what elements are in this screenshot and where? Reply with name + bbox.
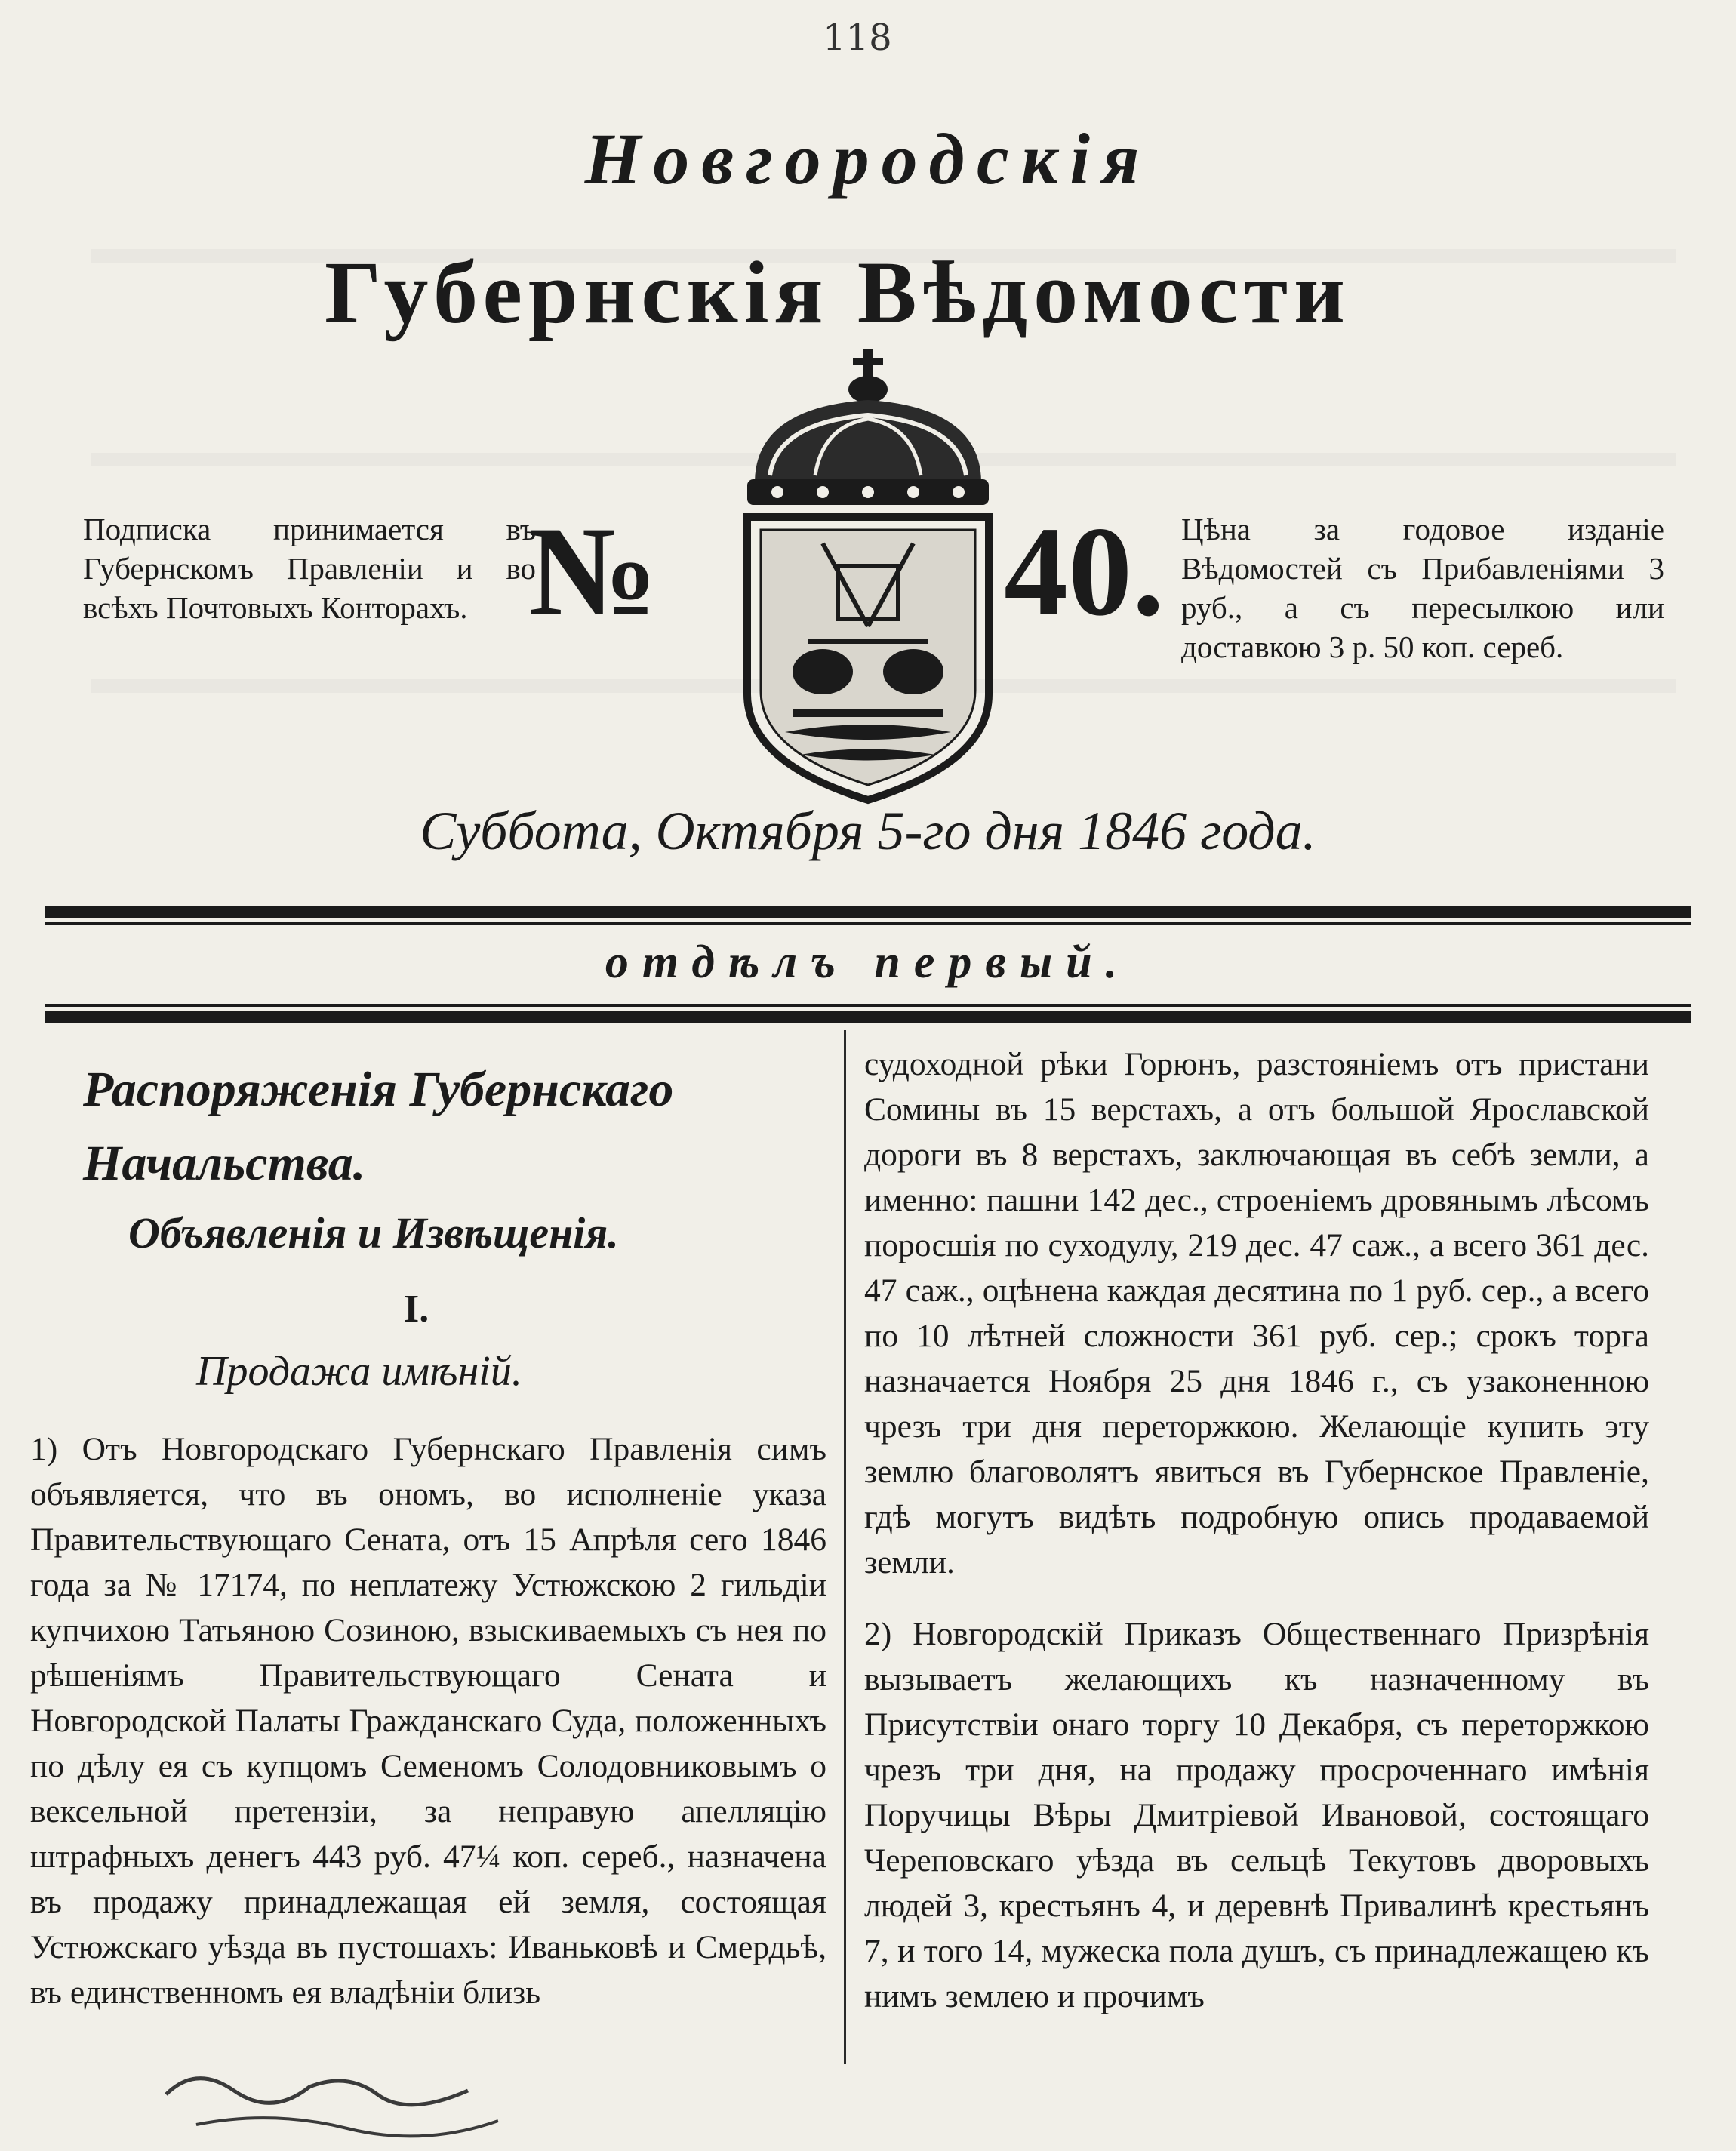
divider-rule: [45, 906, 1691, 918]
masthead-top-line: Новгородскія: [584, 118, 1152, 199]
section-heading-announcements: Объявленія и Извѣщенія.: [128, 1208, 619, 1257]
price-note: Цѣна за годовое изданіе Вѣдомостей съ Прибавленіями 3 руб., а съ пересылкою или доставкою 3 р. 50 коп. сереб.: [1181, 512, 1664, 664]
department-title: отдѣлъ первый.: [605, 937, 1131, 988]
issue-number: 40.: [1004, 500, 1165, 642]
handwritten-signature-icon: [151, 2049, 528, 2147]
section-number: I.: [404, 1288, 429, 1331]
announcement-paragraph: 1) Отъ Новгородскаго Губернскаго Правленія симъ объявляется, что въ ономъ, во исполненіе указа Правительствующаго Сената, отъ 15 Апрѣля сего 1846 года за № 17174, по неплатежу Устюжскою 2 гильдіи купчихою Татьяною Созиною, взыскиваемыхъ съ нея по рѣшеніямъ Правительствующаго Сената и Новгородской Палаты Гражданскаго Суда, положенныхъ по дѣлу ея съ купцомъ Семеномъ Солодовниковымъ о вексельной претензіи, за неправую апелляцію штрафныхъ денегъ 443 руб. 47¼ коп. сереб., назначена въ продажу принадлежащая ей земля, состоящая Устюжскаго уѣзда въ пустошахъ: Иваньковѣ и Смердьѣ, въ единственномъ ея владѣніи близь: [30, 1431, 826, 2011]
announcement-paragraph: судоходной рѣки Горюнъ, разстояніемъ отъ пристани Сомины въ 15 верстахъ, а отъ большой Ярославской дороги въ 8 верстахъ, заключающая въ себѣ земли, а именно: пашни 142 дес., строеніемъ дровянымъ лѣсомъ поросшія по суходулу, 219 дес. 47 саж., а всего 361 дес. 47 саж., оцѣнена каждая десятина по 1 руб. сер., а всего по 10 лѣтней сложности 361 руб. сер.; срокъ торга назначается Ноября 25 дня 1846 г., съ узаконенною чрезъ три дня переторжкою. Желающіе купить эту землю благоволятъ явиться въ Губернское Правленіе, гдѣ могутъ видѣть подробную опись продаваемой земли.: [864, 1046, 1649, 1580]
divider-rule: [45, 1011, 1691, 1023]
issue-number-sign: №: [528, 500, 657, 642]
handwritten-page-number: 118: [823, 17, 892, 59]
left-column-text: [30, 1426, 826, 2015]
subscription-note: Подписка принимается въ Губернскомъ Правленіи и во всѣхъ Почтовыхъ Конторахъ.: [83, 512, 536, 625]
announcement-paragraph: 2) Новгородскій Приказъ Общественнаго Призрѣнія вызываетъ желающихъ къ назначенному въ Присутствіи онаго торгу 10 Декабря, съ переторжкою чрезъ три дня, на продажу просроченнаго имѣнія Поручицы Вѣры Дмитріевой Ивановой, состоящаго Череповскаго уѣзда въ сельцѣ Текутовъ дворовыхъ людей 3, крестьянъ 4, и деревнѣ Привалинѣ крестьянъ 7, и того 14, мужеска пола душъ, съ принадлежащею къ нимъ землею и прочимъ: [864, 1616, 1649, 2014]
masthead-title: Губернскія Вѣдомости: [324, 243, 1352, 342]
divider-rule: [45, 922, 1691, 925]
divider-rule: [45, 1004, 1691, 1007]
section-heading-orders: Распоряженія Губернскаго Начальства.: [83, 1062, 674, 1191]
column-divider: [844, 1030, 846, 2064]
right-column-text: [864, 1042, 1649, 2019]
coat-of-arms-icon: [725, 340, 1011, 808]
dateline: Суббота, Октября 5-го дня 1846 года.: [420, 801, 1316, 861]
subsection-title: Продажа имѣній.: [196, 1348, 522, 1395]
